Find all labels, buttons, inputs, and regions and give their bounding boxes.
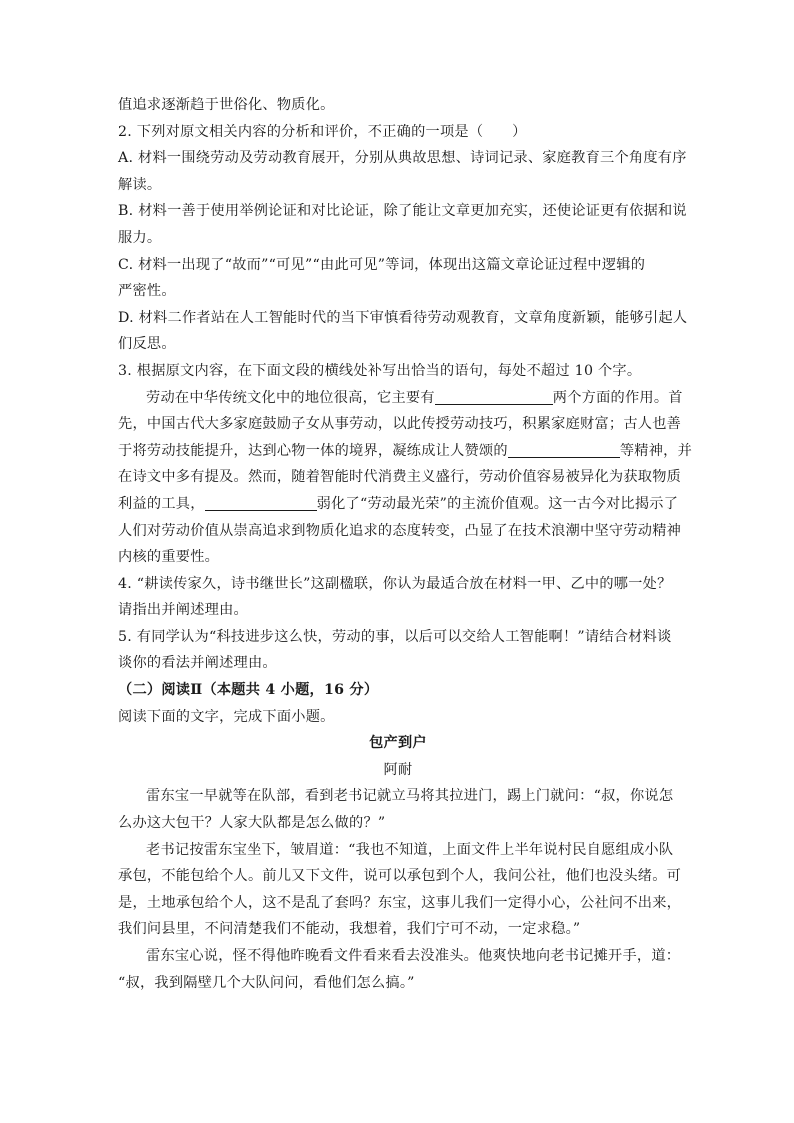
fill-paragraph-line: 在诗文中多有提及。然而，随着智能时代消费主义盛行，劳动价值容易被异化为获取物质 [118, 469, 682, 486]
answer-blank-2[interactable] [508, 441, 620, 458]
option-a: A. 材料一围绕劳动及劳动教育展开，分别从典故思想、诗词记录、家庭教育三个角度有序 [118, 150, 687, 167]
story-paragraph-line: 老书记按雷东宝坐下，皱眉道：“我也不知道，上面文件上半年说村民自愿组成小队 [146, 841, 674, 858]
option-d: D. 材料二作者站在人工智能时代的当下审慎看待劳动观教育，文章角度新颖，能够引起人 [118, 309, 688, 326]
story-paragraph-line: 雷东宝心说，怪不得他昨晚看文件看来看去没准头。他爽快地向老书记摊开手，道： [146, 948, 681, 964]
section-heading: （二）阅读Ⅱ（本题共 4 小题，16 分） [118, 682, 379, 699]
fill-text: 等精神，并 [619, 442, 693, 459]
question-3: 3. 根据原文内容，在下面文段的横线处补写出恰当的语句，每处不超过 10 个字。 [118, 362, 642, 379]
fill-text: 两个方面的作用。首 [552, 389, 683, 406]
option-b-cont: 服力。 [118, 229, 162, 246]
option-d-cont: 们反思。 [118, 336, 176, 353]
question-4-cont: 请指出并阐述理由。 [118, 602, 248, 619]
story-paragraph-line: 承包，不能包给个人。前儿又下文件，说可以承包到个人，我问公社，他们也没头绪。可 [118, 868, 682, 885]
question-5: 5. 有同学认为“科技进步这么快，劳动的事，以后可以交给人工智能啊！”请结合材料谈 [118, 628, 672, 645]
fill-text: 劳动在中华传统文化中的地位很高，它主要有 [146, 389, 435, 406]
option-c-cont: 严密性。 [118, 283, 176, 300]
question-4: 4. “耕读传家久，诗书继世长”这副楹联，你认为最适合放在材料一甲、乙中的哪一处？ [118, 575, 672, 592]
fill-text: 于将劳动技能提升，达到心物一体的境界，凝练成让人赞颂的 [118, 442, 508, 459]
fill-paragraph-line: 先，中国古代大多家庭鼓励子女从事劳动，以此传授劳动技巧，积累家庭财富；古人也善 [118, 416, 682, 433]
fill-paragraph-line [118, 385, 683, 412]
option-b: B. 材料一善于使用举例论证和对比论证，除了能让文章更加充实，还使论证更有依据和说 [118, 203, 687, 220]
story-author: 阿耐 [383, 761, 413, 778]
reading-instruction: 阅读下面的文字，完成下面小题。 [118, 708, 335, 725]
story-paragraph-line: 我们问县里，不问清楚我们不能动，我想着，我们宁可不动，一定求稳。” [118, 921, 581, 938]
fill-paragraph-line: 人们对劳动价值从崇高追求到物质化追求的态度转变，凸显了在技术浪潮中坚守劳动精神 [118, 522, 682, 539]
fill-paragraph-line [118, 438, 693, 465]
fill-text: 弱化了“劳动最光荣”的主流价值观。这一古今对比揭示了 [316, 495, 679, 512]
fill-paragraph-line [118, 491, 678, 518]
document-page [118, 92, 693, 996]
answer-blank-1[interactable] [435, 388, 553, 405]
text-line: 值追求逐渐趋于世俗化、物质化。 [118, 97, 335, 113]
option-a-cont: 解读。 [118, 176, 162, 193]
story-title: 包产到户 [369, 735, 427, 752]
fill-paragraph-line: 内核的重要性。 [118, 549, 220, 566]
fill-text: 利益的工具， [118, 495, 205, 512]
story-paragraph-line: 么办这大包干？人家大队都是怎么做的？” [118, 815, 386, 832]
story-paragraph-line: “叔，我到隔壁几个大队问问，看他们怎么搞。” [118, 974, 415, 991]
story-paragraph-line: 雷东宝一早就等在队部，看到老书记就立马将其拉进门，踢上门就问：“叔，你说怎 [146, 788, 674, 805]
option-c: C. 材料一出现了“故而”“可见”“由此可见”等词，体现出这篇文章论证过程中逻辑的 [118, 256, 646, 273]
answer-blank-3[interactable] [205, 494, 317, 511]
question-2: 2. 下列对原文相关内容的分析和评价，不正确的一项是（ ） [118, 123, 527, 140]
story-paragraph-line: 是，土地承包给个人，这不是乱了套吗？东宝，这事儿我们一定得小心，公社问不出来， [118, 894, 682, 911]
question-5-cont: 谈你的看法并阐述理由。 [118, 655, 277, 672]
